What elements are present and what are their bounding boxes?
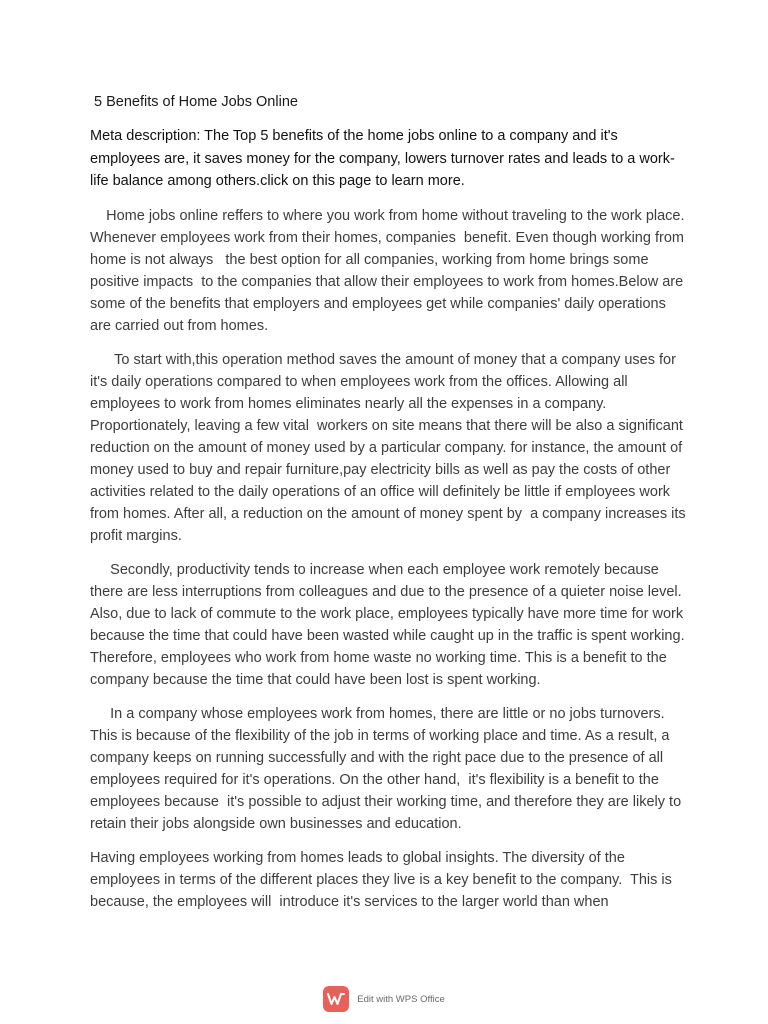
meta-description: Meta description: The Top 5 benefits of the home jobs online to a company and it's employees are, it saves money for the company, lowers turnover rates and leads to a work-life balance among others.click on this page to learn more. xyxy=(90,128,675,189)
edit-with-wps-link[interactable]: Edit with WPS Office xyxy=(357,993,445,1005)
paragraph-saves-money: To start with,this operation method saves the amount of money that a company uses for it's daily operations compared to when employees work from the offices. Allowing all employees to work from homes eliminates nearly all the expenses in a company. Proportionately, leaving a few vital workers on site means that there will be also a significant reduction on the amount of money used by a particular company. for instance, the amount of money used to buy and repair furniture,pay electricity bills as well as pay the costs of other activities related to the daily operations of an office will definitely be little if employees work from homes. After all, a reduction on the amount of money spent by a company increases its profit margins. xyxy=(90,351,690,544)
wps-office-logo-icon[interactable] xyxy=(323,986,349,1012)
wps-footer[interactable] xyxy=(0,984,768,1014)
document-page xyxy=(90,92,690,925)
paragraph-turnover: In a company whose employees work from homes, there are little or no jobs turnovers. This is because of the flexibility of the job in terms of working place and time. As a result, a company keeps on running successfully and with the right pace due to the presence of all employees required for it's operations. On the other hand, it's flexibility is a benefit to the employees because it's possible to adjust their working time, and therefore they are likely to retain their jobs alongside own businesses and education. xyxy=(90,705,690,832)
document-title: 5 Benefits of Home Jobs Online xyxy=(90,94,298,110)
paragraph-global-insights: Having employees working from homes leads to global insights. The diversity of the employees in terms of the different places they live is a key benefit to the company. This is because, the employees will introduce it's services to the larger world than when xyxy=(90,849,676,910)
wps-w-glyph-icon xyxy=(327,992,345,1006)
paragraph-productivity: Secondly, productivity tends to increase when each employee work remotely because there are less interruptions from colleagues and due to the presence of a quieter noise level. Also, due to lack of commute to the work place, employees typically have more time for work because the time that could have been wasted while caught up in the traffic is spent working. Therefore, employees who work from home waste no working time. This is a benefit to the company because the time that could have been lost is spent working. xyxy=(90,561,689,688)
paragraph-intro: Home jobs online reffers to where you work from home without traveling to the work place. Whenever employees work from their homes, companies benefit. Even though working from home is not always the best option for all companies, working from home brings some positive impacts to the companies that allow their employees to work from homes.Below are some of the benefits that employers and employees get while companies' daily operations are carried out from homes. xyxy=(90,207,689,334)
